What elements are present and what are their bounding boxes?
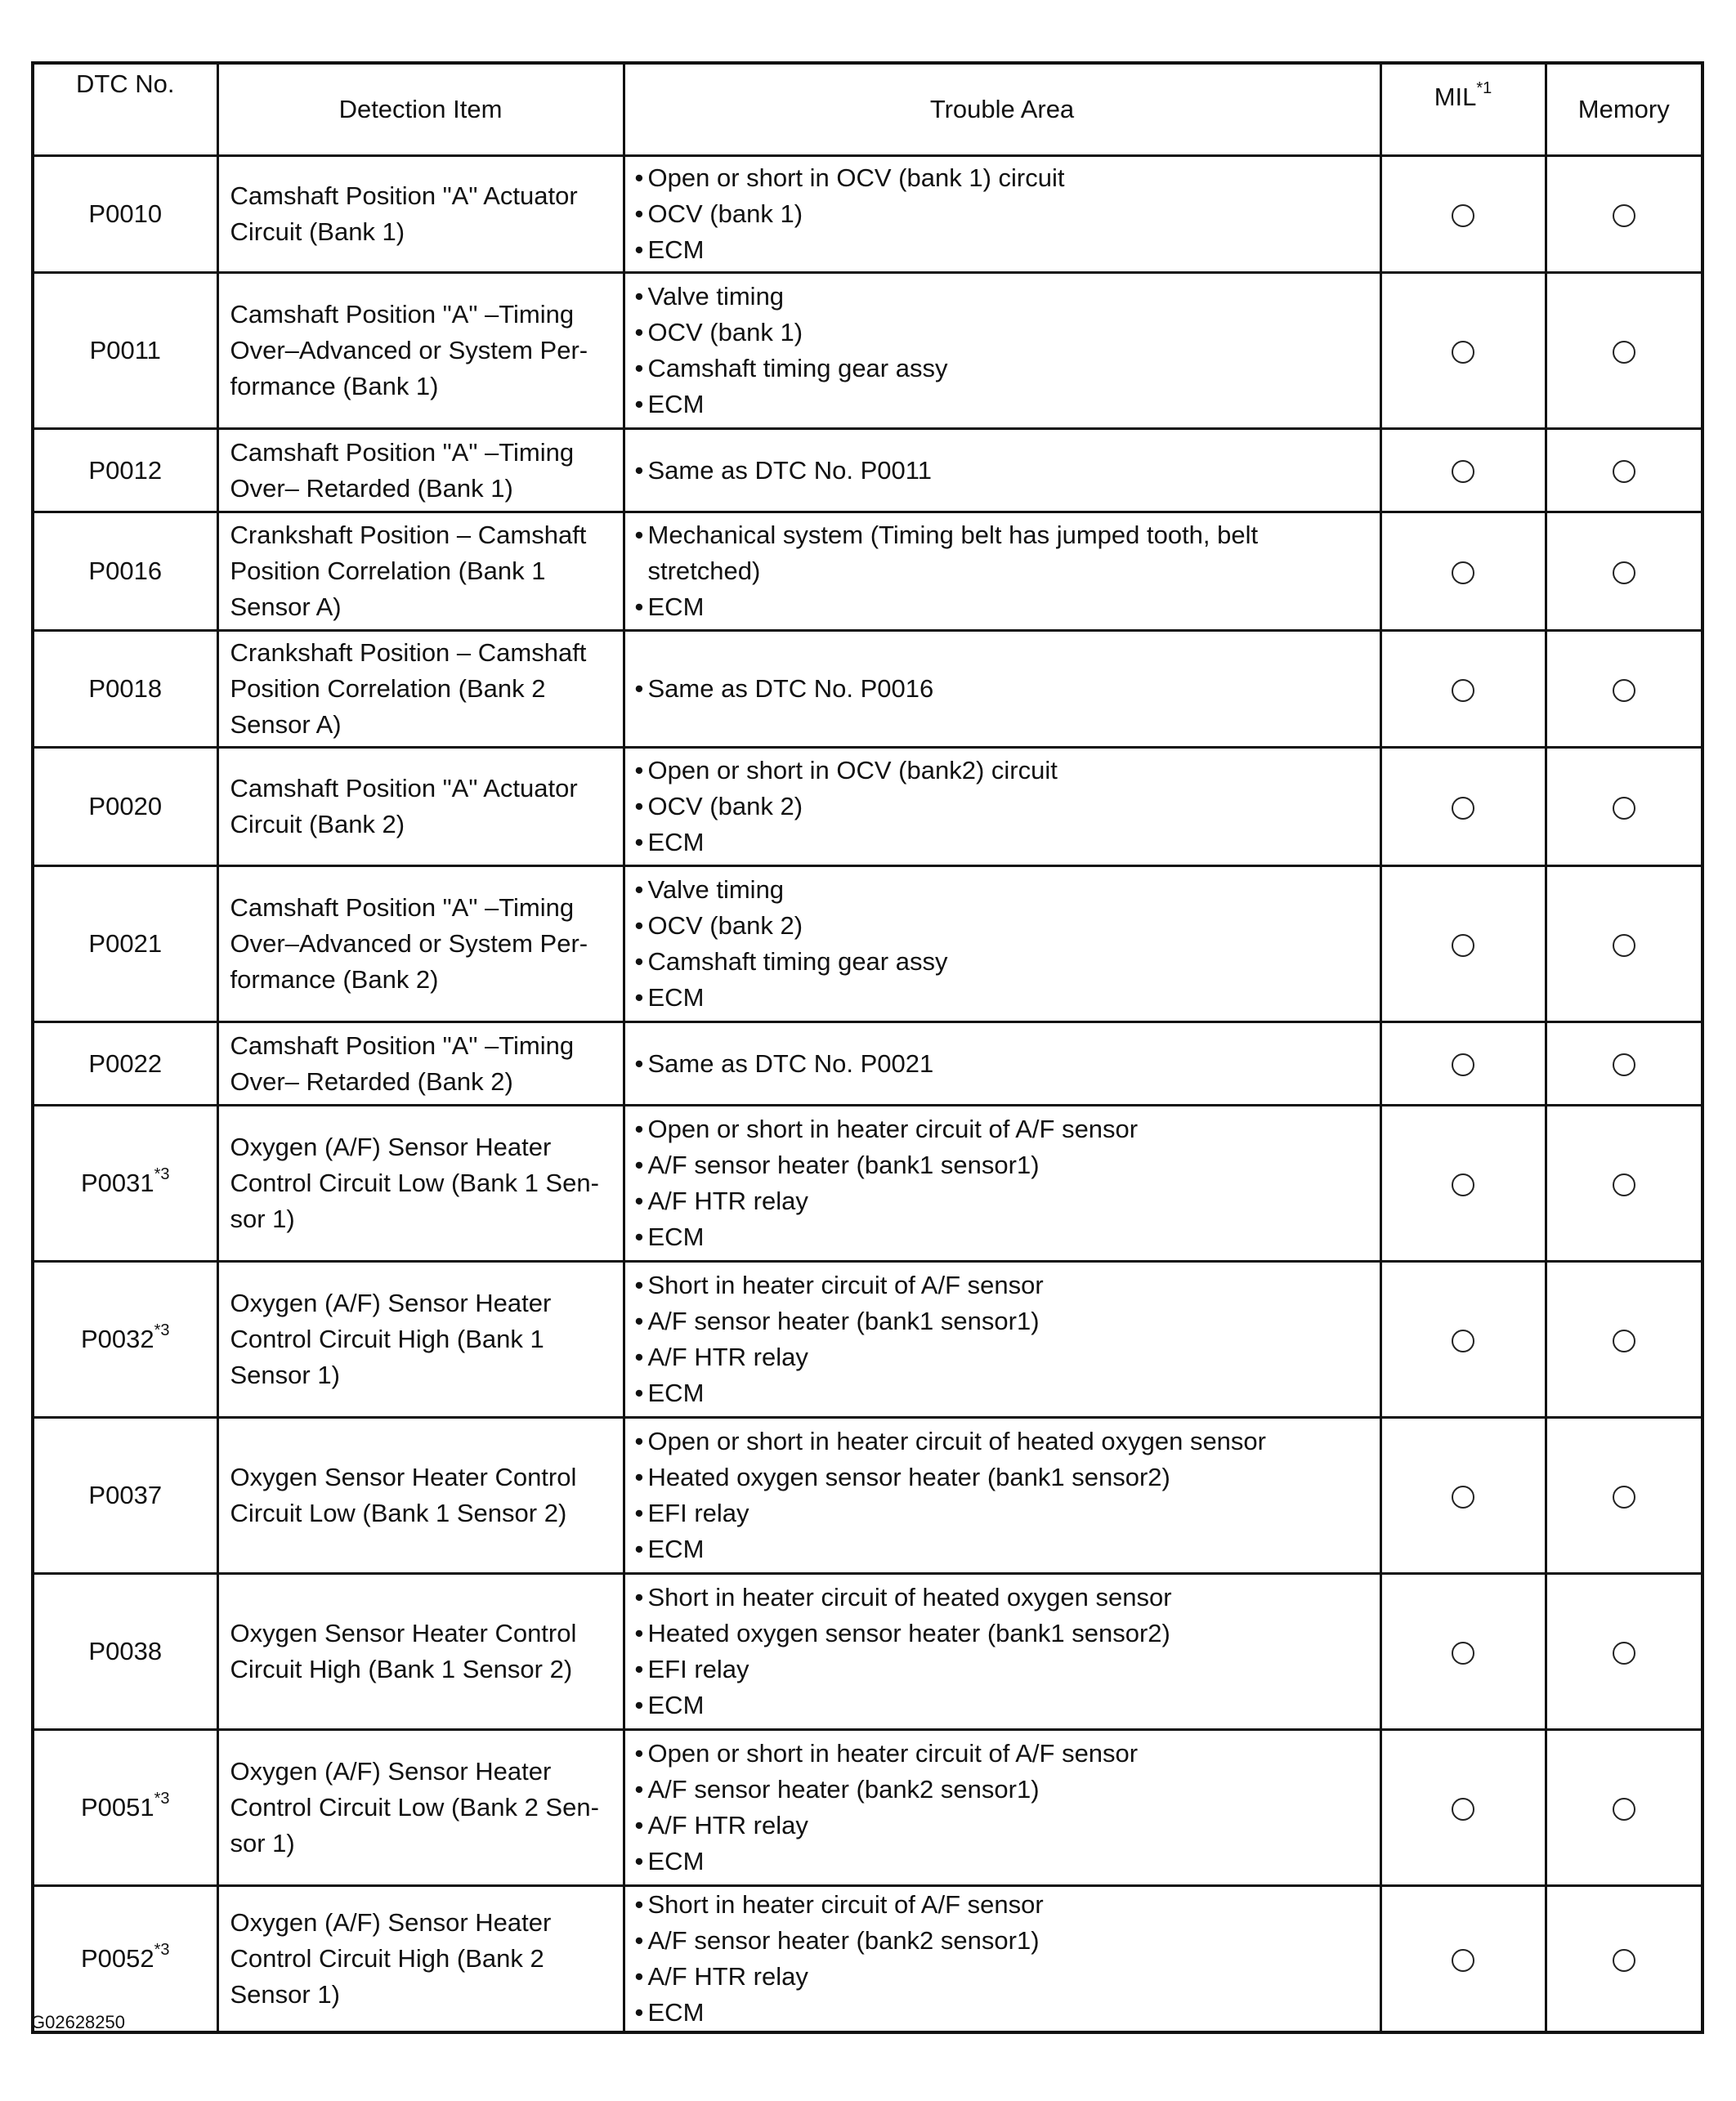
trouble-area-item: • A/F sensor heater (bank1 sensor1) [635, 1303, 1373, 1339]
detection-item-cell [217, 273, 624, 429]
trouble-area-list [635, 1424, 1373, 1567]
trouble-area-item: • A/F sensor heater (bank2 sensor1) [635, 1923, 1373, 1959]
circle-mark-icon [1613, 204, 1635, 227]
dtc-footnote: *3 [154, 1940, 170, 1959]
trouble-area-item: • Open or short in OCV (bank 1) circuit [635, 160, 1373, 196]
circle-mark-icon [1452, 1486, 1474, 1509]
mil-cell [1380, 1574, 1546, 1730]
trouble-area-item: • Short in heater circuit of A/F sensor [635, 1267, 1373, 1303]
mil-cell [1380, 1262, 1546, 1418]
mil-cell [1380, 748, 1546, 866]
circle-mark-icon [1613, 797, 1635, 820]
trouble-area-item: • ECM [635, 1844, 1373, 1880]
header-memory-label: Memory [1577, 95, 1670, 123]
trouble-area-item: • A/F sensor heater (bank2 sensor1) [635, 1772, 1373, 1808]
detection-item-text: Oxygen (A/F) Sensor Heater Control Circuit Low (Bank 2 Sen-sor 1) [230, 1757, 599, 1857]
dtc-code: P0012 [88, 455, 163, 485]
detection-item-cell [217, 1574, 624, 1730]
trouble-area-item: • ECM [635, 825, 1373, 861]
circle-mark-icon [1452, 341, 1474, 364]
header-mil [1380, 63, 1546, 156]
dtc-cell [33, 273, 217, 429]
trouble-area-item: • Mechanical system (Timing belt has jumped tooth, belt stretched) [635, 517, 1373, 589]
header-mil-label: MIL [1434, 83, 1477, 111]
detection-item-text: Oxygen (A/F) Sensor Heater Control Circuit Low (Bank 1 Sen-sor 1) [230, 1133, 599, 1233]
memory-cell [1546, 1730, 1702, 1886]
detection-item-cell [217, 1730, 624, 1886]
circle-mark-icon [1452, 1798, 1474, 1821]
dtc-code: P0018 [88, 674, 163, 703]
table-row [33, 156, 1702, 273]
circle-mark-icon [1613, 460, 1635, 483]
dtc-table [31, 61, 1704, 2034]
mil-cell [1380, 1022, 1546, 1106]
mil-cell [1380, 156, 1546, 273]
dtc-cell [33, 512, 217, 631]
detection-item-cell [217, 429, 624, 512]
detection-item-cell [217, 156, 624, 273]
detection-item-text: Crankshaft Position – Camshaft Position Correlation (Bank 2 Sensor A) [230, 638, 587, 739]
dtc-footnote: *3 [154, 1789, 170, 1808]
trouble-area-cell [624, 866, 1380, 1022]
memory-cell [1546, 156, 1702, 273]
circle-mark-icon [1613, 1330, 1635, 1352]
header-detection-item-label: Detection Item [338, 95, 503, 123]
header-detection-item [217, 63, 624, 156]
trouble-area-item: • ECM [635, 1688, 1373, 1723]
detection-item-text: Crankshaft Position – Camshaft Position Correlation (Bank 1 Sensor A) [230, 521, 587, 621]
trouble-area-item: • A/F HTR relay [635, 1959, 1373, 1995]
trouble-area-list [635, 1736, 1373, 1880]
circle-mark-icon [1452, 1053, 1474, 1076]
dtc-code: P0011 [89, 336, 161, 364]
mil-cell [1380, 1730, 1546, 1886]
trouble-area-list [635, 517, 1373, 625]
detection-item-cell [217, 866, 624, 1022]
trouble-area-cell [624, 1418, 1380, 1574]
detection-item-text: Oxygen (A/F) Sensor Heater Control Circuit High (Bank 1 Sensor 1) [230, 1289, 552, 1389]
trouble-area-cell [624, 273, 1380, 429]
detection-item-text: Oxygen Sensor Heater Control Circuit Low (Bank 1 Sensor 2) [230, 1463, 577, 1527]
table-row [33, 1106, 1702, 1262]
detection-item-text: Camshaft Position "A" –Timing Over–Advanced or System Per-formance (Bank 2) [230, 893, 588, 994]
trouble-area-item: • OCV (bank 1) [635, 196, 1373, 232]
memory-cell [1546, 1418, 1702, 1574]
circle-mark-icon [1452, 1949, 1474, 1972]
circle-mark-icon [1452, 561, 1474, 584]
circle-mark-icon [1613, 1173, 1635, 1196]
dtc-cell [33, 1730, 217, 1886]
detection-item-text: Oxygen Sensor Heater Control Circuit High (Bank 1 Sensor 2) [230, 1619, 577, 1683]
trouble-area-list [635, 160, 1373, 268]
trouble-area-item: • ECM [635, 1531, 1373, 1567]
detection-item-cell [217, 748, 624, 866]
trouble-area-item: • A/F HTR relay [635, 1339, 1373, 1375]
table-row [33, 1022, 1702, 1106]
dtc-cell [33, 429, 217, 512]
detection-item-text: Camshaft Position "A" –Timing Over–Advanced or System Per-formance (Bank 1) [230, 300, 588, 400]
dtc-code: P0031 [80, 1169, 154, 1197]
memory-cell [1546, 512, 1702, 631]
circle-mark-icon [1452, 679, 1474, 702]
trouble-area-item: • A/F HTR relay [635, 1808, 1373, 1844]
circle-mark-icon [1613, 561, 1635, 584]
trouble-area-list [635, 1580, 1373, 1723]
header-mil-footnote: *1 [1476, 78, 1492, 97]
trouble-area-list [635, 753, 1373, 861]
circle-mark-icon [1452, 1330, 1474, 1352]
mil-cell [1380, 1106, 1546, 1262]
dtc-cell [33, 631, 217, 748]
trouble-area-cell [624, 1022, 1380, 1106]
trouble-area-item: • Short in heater circuit of heated oxygen sensor [635, 1580, 1373, 1616]
table-row [33, 273, 1702, 429]
table-row [33, 748, 1702, 866]
dtc-code: P0032 [80, 1325, 154, 1353]
memory-cell [1546, 631, 1702, 748]
trouble-area-item: • Camshaft timing gear assy [635, 944, 1373, 980]
trouble-area-item: • ECM [635, 589, 1373, 625]
trouble-area-item: • ECM [635, 1375, 1373, 1411]
header-trouble-area [624, 63, 1380, 156]
trouble-area-cell [624, 1886, 1380, 2033]
trouble-area-item: • Same as DTC No. P0021 [635, 1046, 1373, 1082]
trouble-area-list [635, 1046, 1373, 1082]
circle-mark-icon [1613, 1798, 1635, 1821]
header-dtc-no [33, 63, 217, 156]
figure-id: G02628250 [31, 2012, 125, 2032]
trouble-area-cell [624, 156, 1380, 273]
detection-item-text: Oxygen (A/F) Sensor Heater Control Circuit High (Bank 2 Sensor 1) [230, 1908, 552, 2009]
dtc-code: P0010 [88, 199, 163, 228]
dtc-cell [33, 1418, 217, 1574]
header-trouble-area-label: Trouble Area [929, 95, 1075, 123]
circle-mark-icon [1613, 679, 1635, 702]
trouble-area-item: • Valve timing [635, 279, 1373, 315]
trouble-area-list [635, 872, 1373, 1016]
trouble-area-item: • Open or short in heater circuit of A/F sensor [635, 1111, 1373, 1147]
trouble-area-item: • ECM [635, 232, 1373, 268]
mil-cell [1380, 273, 1546, 429]
dtc-cell [33, 1262, 217, 1418]
trouble-area-item: • Open or short in OCV (bank2) circuit [635, 753, 1373, 789]
detection-item-text: Camshaft Position "A" –Timing Over– Retarded (Bank 1) [230, 437, 575, 503]
table-row [33, 1262, 1702, 1418]
memory-cell [1546, 866, 1702, 1022]
circle-mark-icon [1452, 934, 1474, 957]
trouble-area-cell [624, 748, 1380, 866]
dtc-cell [33, 1106, 217, 1262]
dtc-code: P0038 [88, 1637, 163, 1665]
trouble-area-item: • Same as DTC No. P0016 [635, 671, 1373, 707]
detection-item-cell [217, 1418, 624, 1574]
detection-item-cell [217, 1022, 624, 1106]
detection-item-text: Camshaft Position "A" –Timing Over– Retarded (Bank 2) [230, 1030, 575, 1096]
dtc-cell [33, 1886, 217, 2033]
circle-mark-icon [1613, 1486, 1635, 1509]
trouble-area-item: • Open or short in heater circuit of heated oxygen sensor [635, 1424, 1373, 1460]
circle-mark-icon [1613, 1053, 1635, 1076]
trouble-area-item: • Heated oxygen sensor heater (bank1 sensor2) [635, 1616, 1373, 1652]
memory-cell [1546, 1574, 1702, 1730]
memory-cell [1546, 1106, 1702, 1262]
table-row [33, 631, 1702, 748]
mil-cell [1380, 631, 1546, 748]
detection-item-text: Camshaft Position "A" Actuator Circuit (Bank 2) [230, 774, 578, 838]
mil-cell [1380, 1886, 1546, 2033]
circle-mark-icon [1452, 460, 1474, 483]
trouble-area-item: • ECM [635, 1995, 1373, 2031]
trouble-area-cell [624, 1730, 1380, 1886]
dtc-footnote: *3 [154, 1164, 170, 1183]
dtc-code: P0020 [88, 792, 163, 820]
trouble-area-item: • Same as DTC No. P0011 [635, 453, 1373, 489]
trouble-area-item: • Valve timing [635, 872, 1373, 908]
table-row [33, 512, 1702, 631]
trouble-area-cell [624, 1262, 1380, 1418]
dtc-cell [33, 156, 217, 273]
dtc-cell [33, 866, 217, 1022]
table-row [33, 1418, 1702, 1574]
header-memory [1546, 63, 1702, 156]
trouble-area-cell [624, 1574, 1380, 1730]
mil-cell [1380, 512, 1546, 631]
circle-mark-icon [1613, 341, 1635, 364]
circle-mark-icon [1452, 1173, 1474, 1196]
dtc-cell [33, 748, 217, 866]
dtc-code: P0022 [88, 1048, 163, 1078]
dtc-cell [33, 1574, 217, 1730]
trouble-area-item: • A/F HTR relay [635, 1183, 1373, 1219]
detection-item-cell [217, 1262, 624, 1418]
dtc-code: P0052 [80, 1944, 154, 1973]
trouble-area-item: • Short in heater circuit of A/F sensor [635, 1887, 1373, 1923]
dtc-code: P0016 [88, 557, 163, 585]
detection-item-cell [217, 512, 624, 631]
trouble-area-list [635, 1267, 1373, 1411]
trouble-area-item: • OCV (bank 1) [635, 315, 1373, 351]
table-body [33, 156, 1702, 2033]
header-dtc-no-label: DTC No. [75, 69, 175, 98]
trouble-area-cell [624, 429, 1380, 512]
mil-cell [1380, 1418, 1546, 1574]
mil-cell [1380, 866, 1546, 1022]
detection-item-cell [217, 1886, 624, 2033]
trouble-area-list [635, 671, 1373, 707]
detection-item-cell [217, 1106, 624, 1262]
trouble-area-cell [624, 1106, 1380, 1262]
dtc-code: P0037 [88, 1481, 163, 1509]
trouble-area-cell [624, 512, 1380, 631]
trouble-area-item: • EFI relay [635, 1652, 1373, 1688]
trouble-area-cell [624, 631, 1380, 748]
trouble-area-item: • Open or short in heater circuit of A/F sensor [635, 1736, 1373, 1772]
trouble-area-item: • ECM [635, 387, 1373, 422]
trouble-area-item: • ECM [635, 1219, 1373, 1255]
trouble-area-item: • ECM [635, 980, 1373, 1016]
trouble-area-list [635, 1111, 1373, 1255]
trouble-area-item: • EFI relay [635, 1495, 1373, 1531]
mil-cell [1380, 429, 1546, 512]
dtc-code: P0021 [88, 929, 163, 958]
memory-cell [1546, 273, 1702, 429]
memory-cell [1546, 1886, 1702, 2033]
dtc-code: P0051 [80, 1793, 154, 1822]
memory-cell [1546, 1022, 1702, 1106]
memory-cell [1546, 429, 1702, 512]
memory-cell [1546, 1262, 1702, 1418]
dtc-cell [33, 1022, 217, 1106]
trouble-area-list [635, 279, 1373, 422]
table-header-row [33, 63, 1702, 156]
detection-item-text: Camshaft Position "A" Actuator Circuit (Bank 1) [230, 181, 578, 246]
memory-cell [1546, 748, 1702, 866]
circle-mark-icon [1613, 1642, 1635, 1665]
trouble-area-item: • OCV (bank 2) [635, 789, 1373, 825]
table-row [33, 1574, 1702, 1730]
table-row [33, 429, 1702, 512]
trouble-area-item: • Camshaft timing gear assy [635, 351, 1373, 387]
dtc-footnote: *3 [154, 1321, 170, 1339]
circle-mark-icon [1452, 204, 1474, 227]
table-row [33, 1886, 1702, 2033]
trouble-area-item: • OCV (bank 2) [635, 908, 1373, 944]
circle-mark-icon [1613, 934, 1635, 957]
circle-mark-icon [1452, 797, 1474, 820]
circle-mark-icon [1452, 1642, 1474, 1665]
detection-item-cell [217, 631, 624, 748]
trouble-area-list [635, 453, 1373, 489]
trouble-area-item: • A/F sensor heater (bank1 sensor1) [635, 1147, 1373, 1183]
circle-mark-icon [1613, 1949, 1635, 1972]
table-row [33, 1730, 1702, 1886]
trouble-area-item: • Heated oxygen sensor heater (bank1 sensor2) [635, 1460, 1373, 1495]
trouble-area-list [635, 1887, 1373, 2031]
table-row [33, 866, 1702, 1022]
